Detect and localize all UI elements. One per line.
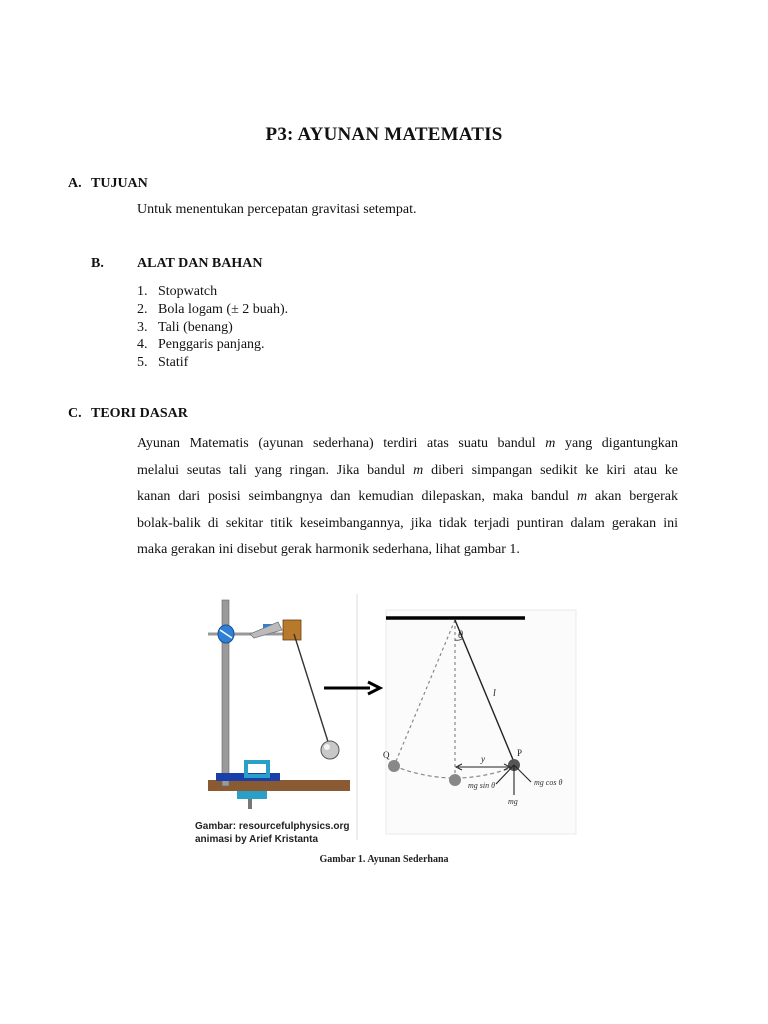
label-mg-cos: mg cos θ: [534, 778, 563, 787]
label-mg-sin: mg sin θ: [468, 781, 496, 790]
label-theta: θ: [458, 630, 463, 641]
list-item: 5. Statif: [137, 355, 189, 371]
section-b-marker: B.: [91, 256, 104, 271]
wood-base: [208, 780, 350, 791]
label-mg: mg: [508, 797, 518, 806]
label-y: y: [481, 754, 485, 764]
diagram-panel: [386, 610, 576, 834]
bob-q: [388, 760, 400, 772]
equipment-list: [137, 283, 288, 372]
wood-block: [283, 620, 301, 640]
section-a-heading: TUJUAN: [91, 176, 148, 191]
figure-credit: Gambar: resourcefulphysics.org animasi by Arief Kristanta: [195, 821, 350, 845]
list-item: 3. Tali (benang): [137, 319, 233, 335]
pendulum-bob: [321, 741, 339, 759]
base-screw-stem: [248, 799, 252, 809]
section-c-heading: TEORI DASAR: [91, 406, 188, 421]
section-a-marker: A.: [68, 176, 82, 191]
page-title: P3: AYUNAN MATEMATIS: [265, 124, 503, 145]
section-c-marker: C.: [68, 406, 82, 421]
list-item: 4. Penggaris panjang.: [137, 337, 265, 353]
section-a-text: Untuk menentukan percepatan gravitasi setempat.: [137, 202, 417, 217]
section-b-heading: ALAT DAN BAHAN: [137, 256, 263, 271]
figure-caption: Gambar 1. Ayunan Sederhana: [319, 854, 449, 865]
label-q: Q: [383, 750, 390, 760]
label-p: P: [517, 748, 523, 758]
list-item: 2. Bola logam (± 2 buah).: [137, 301, 289, 317]
base-screw: [237, 791, 267, 799]
pendulum-string: [294, 634, 330, 748]
bob-center: [449, 774, 461, 786]
theory-paragraph: Ayunan Matematis (ayunan sederhana) terdiri atas suatu bandul m yang digantungkan melalui seutas tali yang ringan. Jika bandul m diberi simpangan sedikit ke kiri atau ke kanan dari posisi seimbangnya dan kemudian dilepaskan, maka bandul m akan bergerak bolak-balik di sekitar titik keseimbangannya, jika tidak terjadi puntiran dalam gerakan ini maka gerakan ini disebut gerak harmonik sederhana, lihat gambar 1.: [137, 436, 679, 558]
pendulum-figure: [190, 590, 590, 852]
pendulum-illustration: [190, 590, 590, 852]
label-l: l: [493, 688, 496, 699]
list-item: 1. Stopwatch: [137, 284, 218, 299]
